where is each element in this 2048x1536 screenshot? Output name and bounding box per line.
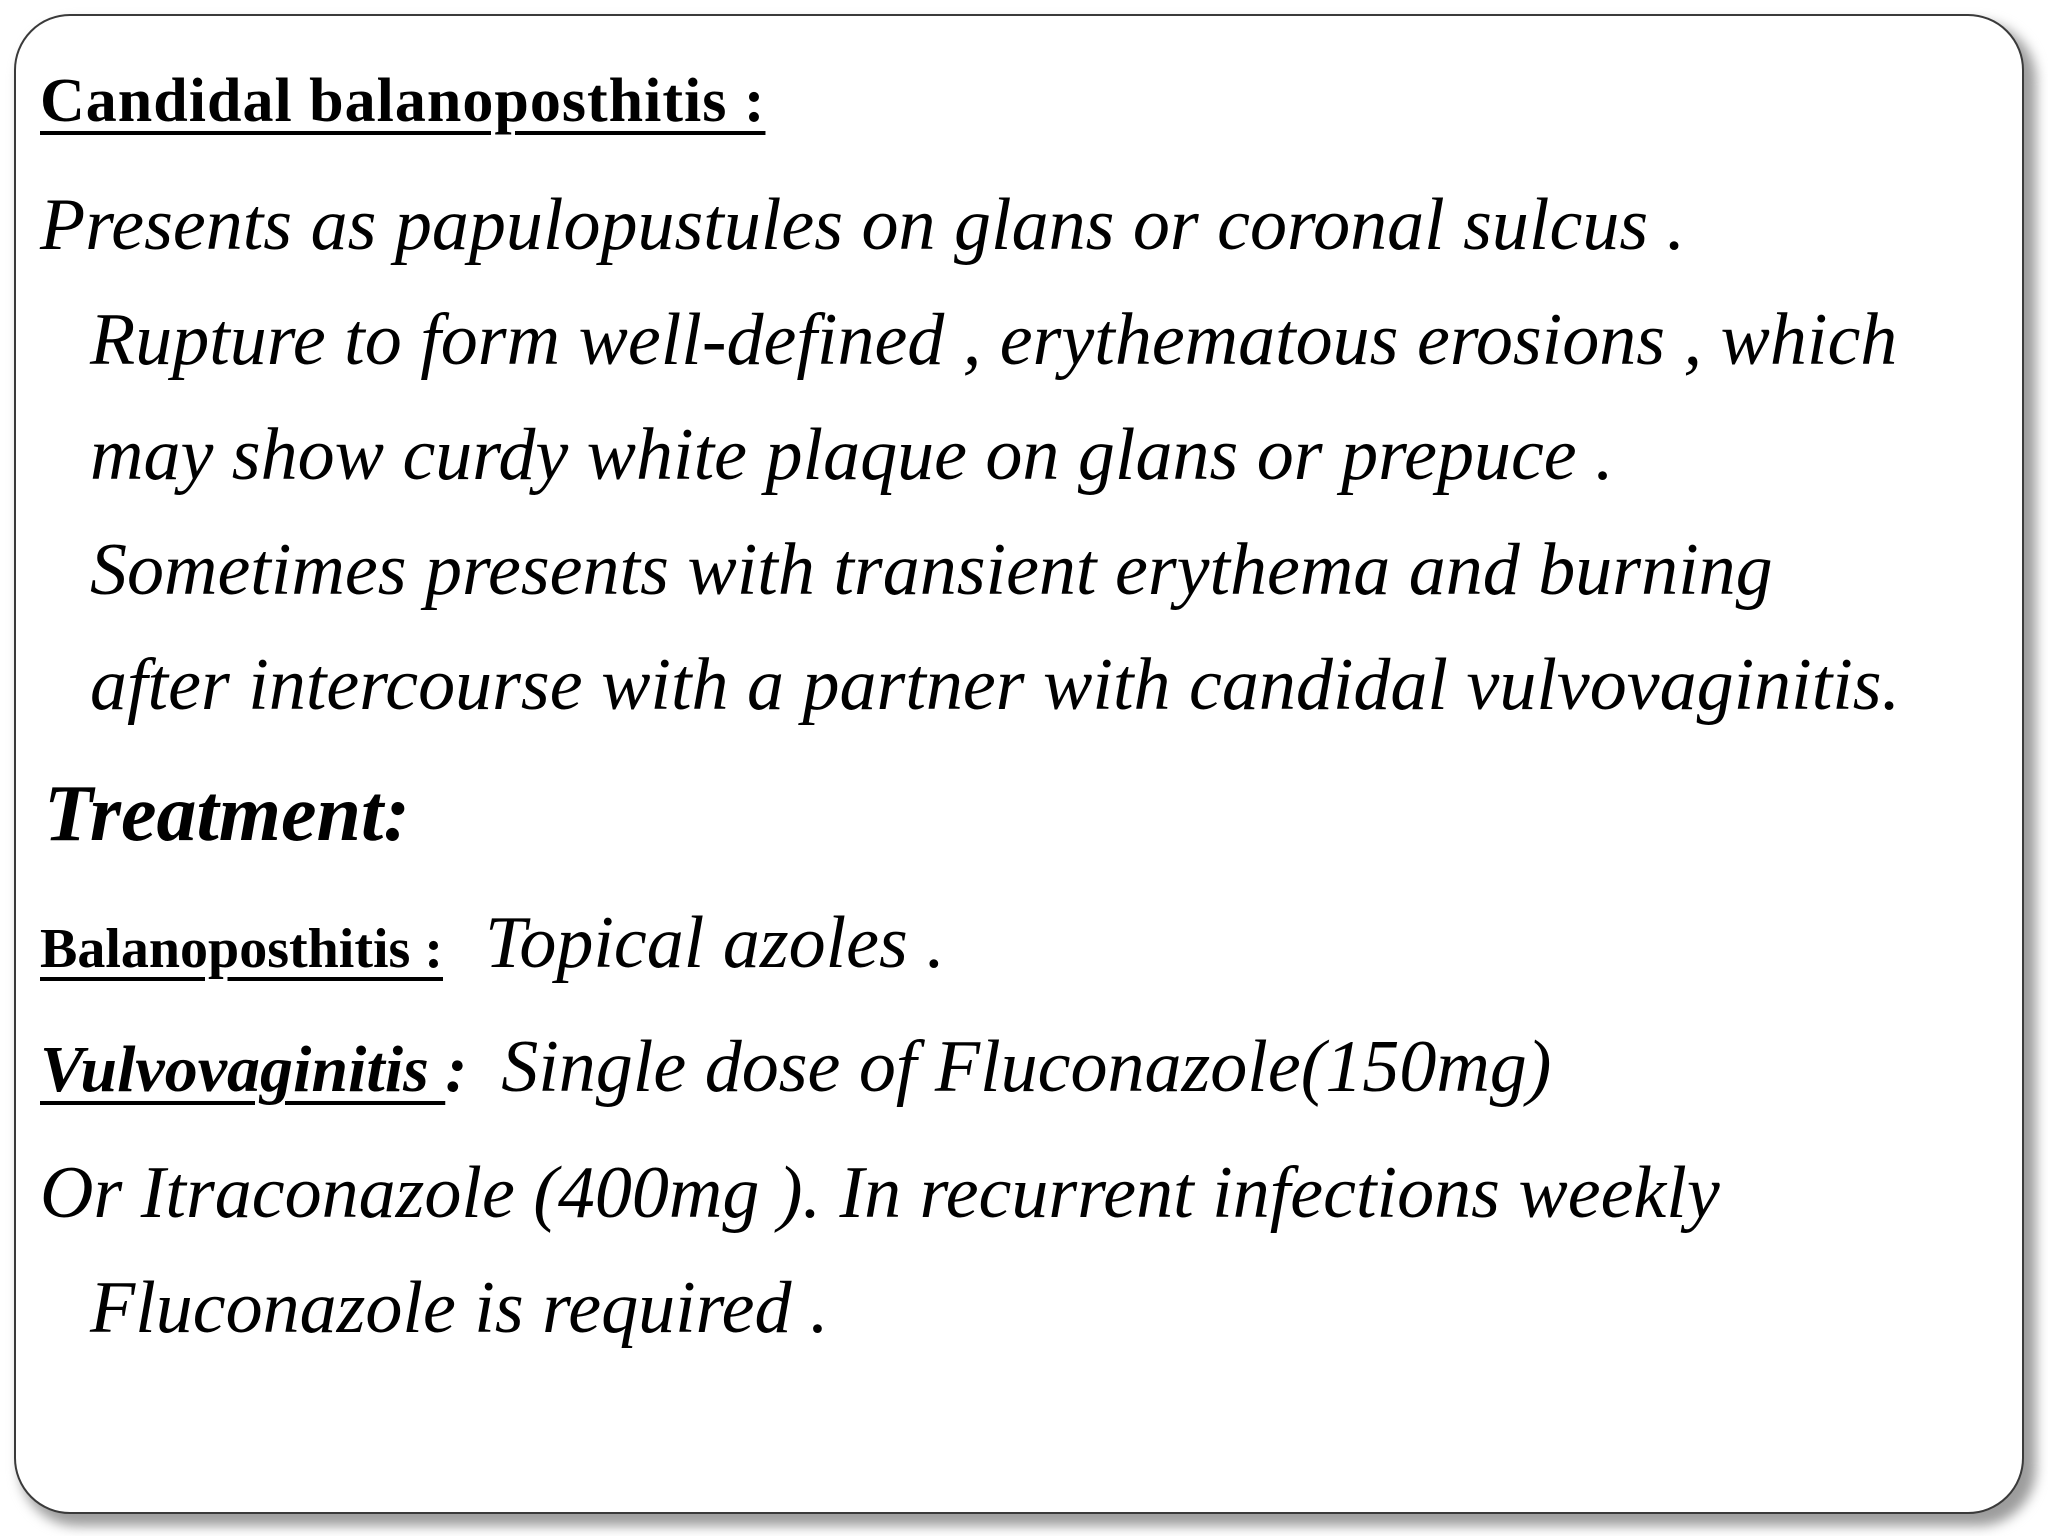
description-line-1: Presents as papulopustules on glans or coronal sulcus . (40, 184, 1686, 266)
description-line-3: may show curdy white plaque on glans or prepuce . (90, 414, 1614, 496)
description-line-2: Rupture to form well-defined , erythematous erosions , which (90, 299, 1898, 381)
balanoposthitis-row (40, 902, 945, 984)
balanoposthitis-label: Balanoposthitis : (40, 918, 443, 980)
description-line-4: Sometimes presents with transient erythema and burning (90, 529, 1773, 611)
closing-line-1: Or Itraconazole (400mg ). In recurrent infections weekly (40, 1152, 1720, 1234)
vulvovaginitis-colon: : (445, 1033, 468, 1106)
vulvovaginitis-row (40, 1026, 1552, 1108)
treatment-heading: Treatment: (44, 770, 410, 858)
closing-line-2: Fluconazole is required . (90, 1267, 829, 1349)
vulvovaginitis-label: Vulvovaginitis (40, 1033, 446, 1106)
description-line-5: after intercourse with a partner with candidal vulvovaginitis. (90, 644, 1901, 726)
section-heading: Candidal balanoposthitis : (40, 67, 766, 135)
vulvovaginitis-text: Single dose of Fluconazole(150mg) (501, 1026, 1552, 1108)
balanoposthitis-text: Topical azoles . (485, 902, 945, 984)
